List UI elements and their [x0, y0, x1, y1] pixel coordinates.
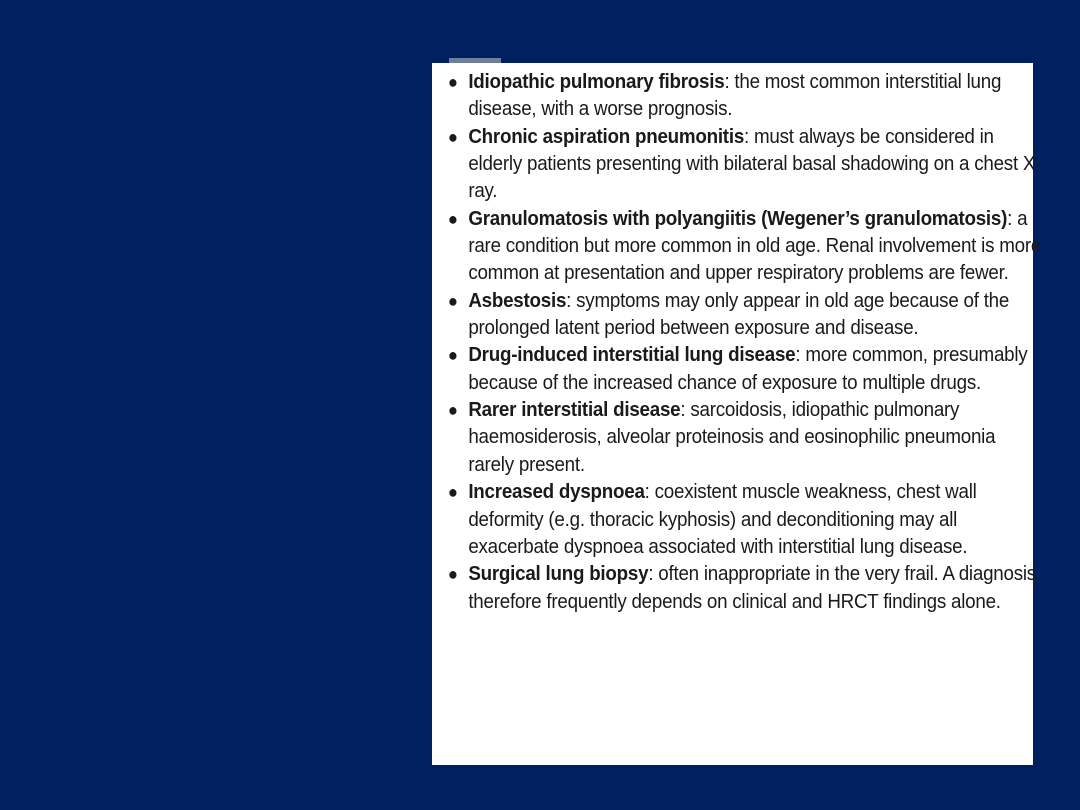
- list-item: [446, 397, 1043, 479]
- content-panel: [432, 63, 1042, 765]
- bullet-icon: ●: [447, 345, 458, 366]
- item-term: Increased dyspnoea: [468, 481, 645, 504]
- list-item: [446, 479, 1043, 561]
- bullet-list: [446, 69, 1042, 616]
- list-item: [446, 342, 1043, 397]
- bullet-icon: ●: [447, 72, 458, 92]
- bullet-icon: ●: [447, 400, 458, 421]
- item-text: : more common, presumably because of the increased chance of exposure to multiple drugs.: [468, 344, 1028, 394]
- item-term: Chronic aspiration pneumonitis: [468, 125, 745, 148]
- item-text: : a rare condition but more common in old age. Renal involvement is more common at presentation and upper respiratory problems are fewer.: [468, 207, 1042, 285]
- item-text: : must always be considered in elderly patients presenting with bilateral basal shadowing on a chest X-ray.: [468, 125, 1042, 203]
- item-term: Rarer interstitial disease: [468, 399, 681, 422]
- item-text: : symptoms may only appear in old age because of the prolonged latent period between exposure and disease.: [468, 289, 1010, 340]
- item-term: Surgical lung biopsy: [468, 563, 649, 586]
- item-term: Asbestosis: [468, 289, 567, 312]
- item-text: : the most common interstitial lung disease, with a worse prognosis.: [468, 71, 1002, 121]
- item-text: : coexistent muscle weakness, chest wall deformity (e.g. thoracic kyphosis) and deconditioning may all exacerbate dyspnoea associated with interstitial lung disease.: [468, 481, 977, 558]
- list-item: [446, 206, 1043, 288]
- list-item: [446, 288, 1043, 343]
- bullet-icon: ●: [447, 208, 458, 229]
- item-term: Idiopathic pulmonary fibrosis: [468, 71, 725, 93]
- item-term: Drug-induced interstitial lung disease: [468, 344, 796, 367]
- list-item: [446, 561, 1043, 616]
- list-item: [446, 124, 1043, 206]
- item-text: : often inappropriate in the very frail. A diagnosis therefore frequently depends on clinical and HRCT findings alone.: [468, 563, 1036, 613]
- item-term: Granulomatosis with polyangiitis (Wegener’s granulomatosis): [468, 207, 1008, 230]
- bullet-icon: ●: [447, 290, 458, 311]
- item-text: : sarcoidosis, idiopathic pulmonary haemosiderosis, alveolar proteinosis and eosinophilic pneumonia rarely present.: [468, 399, 996, 476]
- list-item: [446, 69, 1043, 124]
- bullet-icon: ●: [447, 482, 458, 503]
- bullet-icon: ●: [447, 126, 458, 147]
- bullet-icon: ●: [447, 564, 458, 585]
